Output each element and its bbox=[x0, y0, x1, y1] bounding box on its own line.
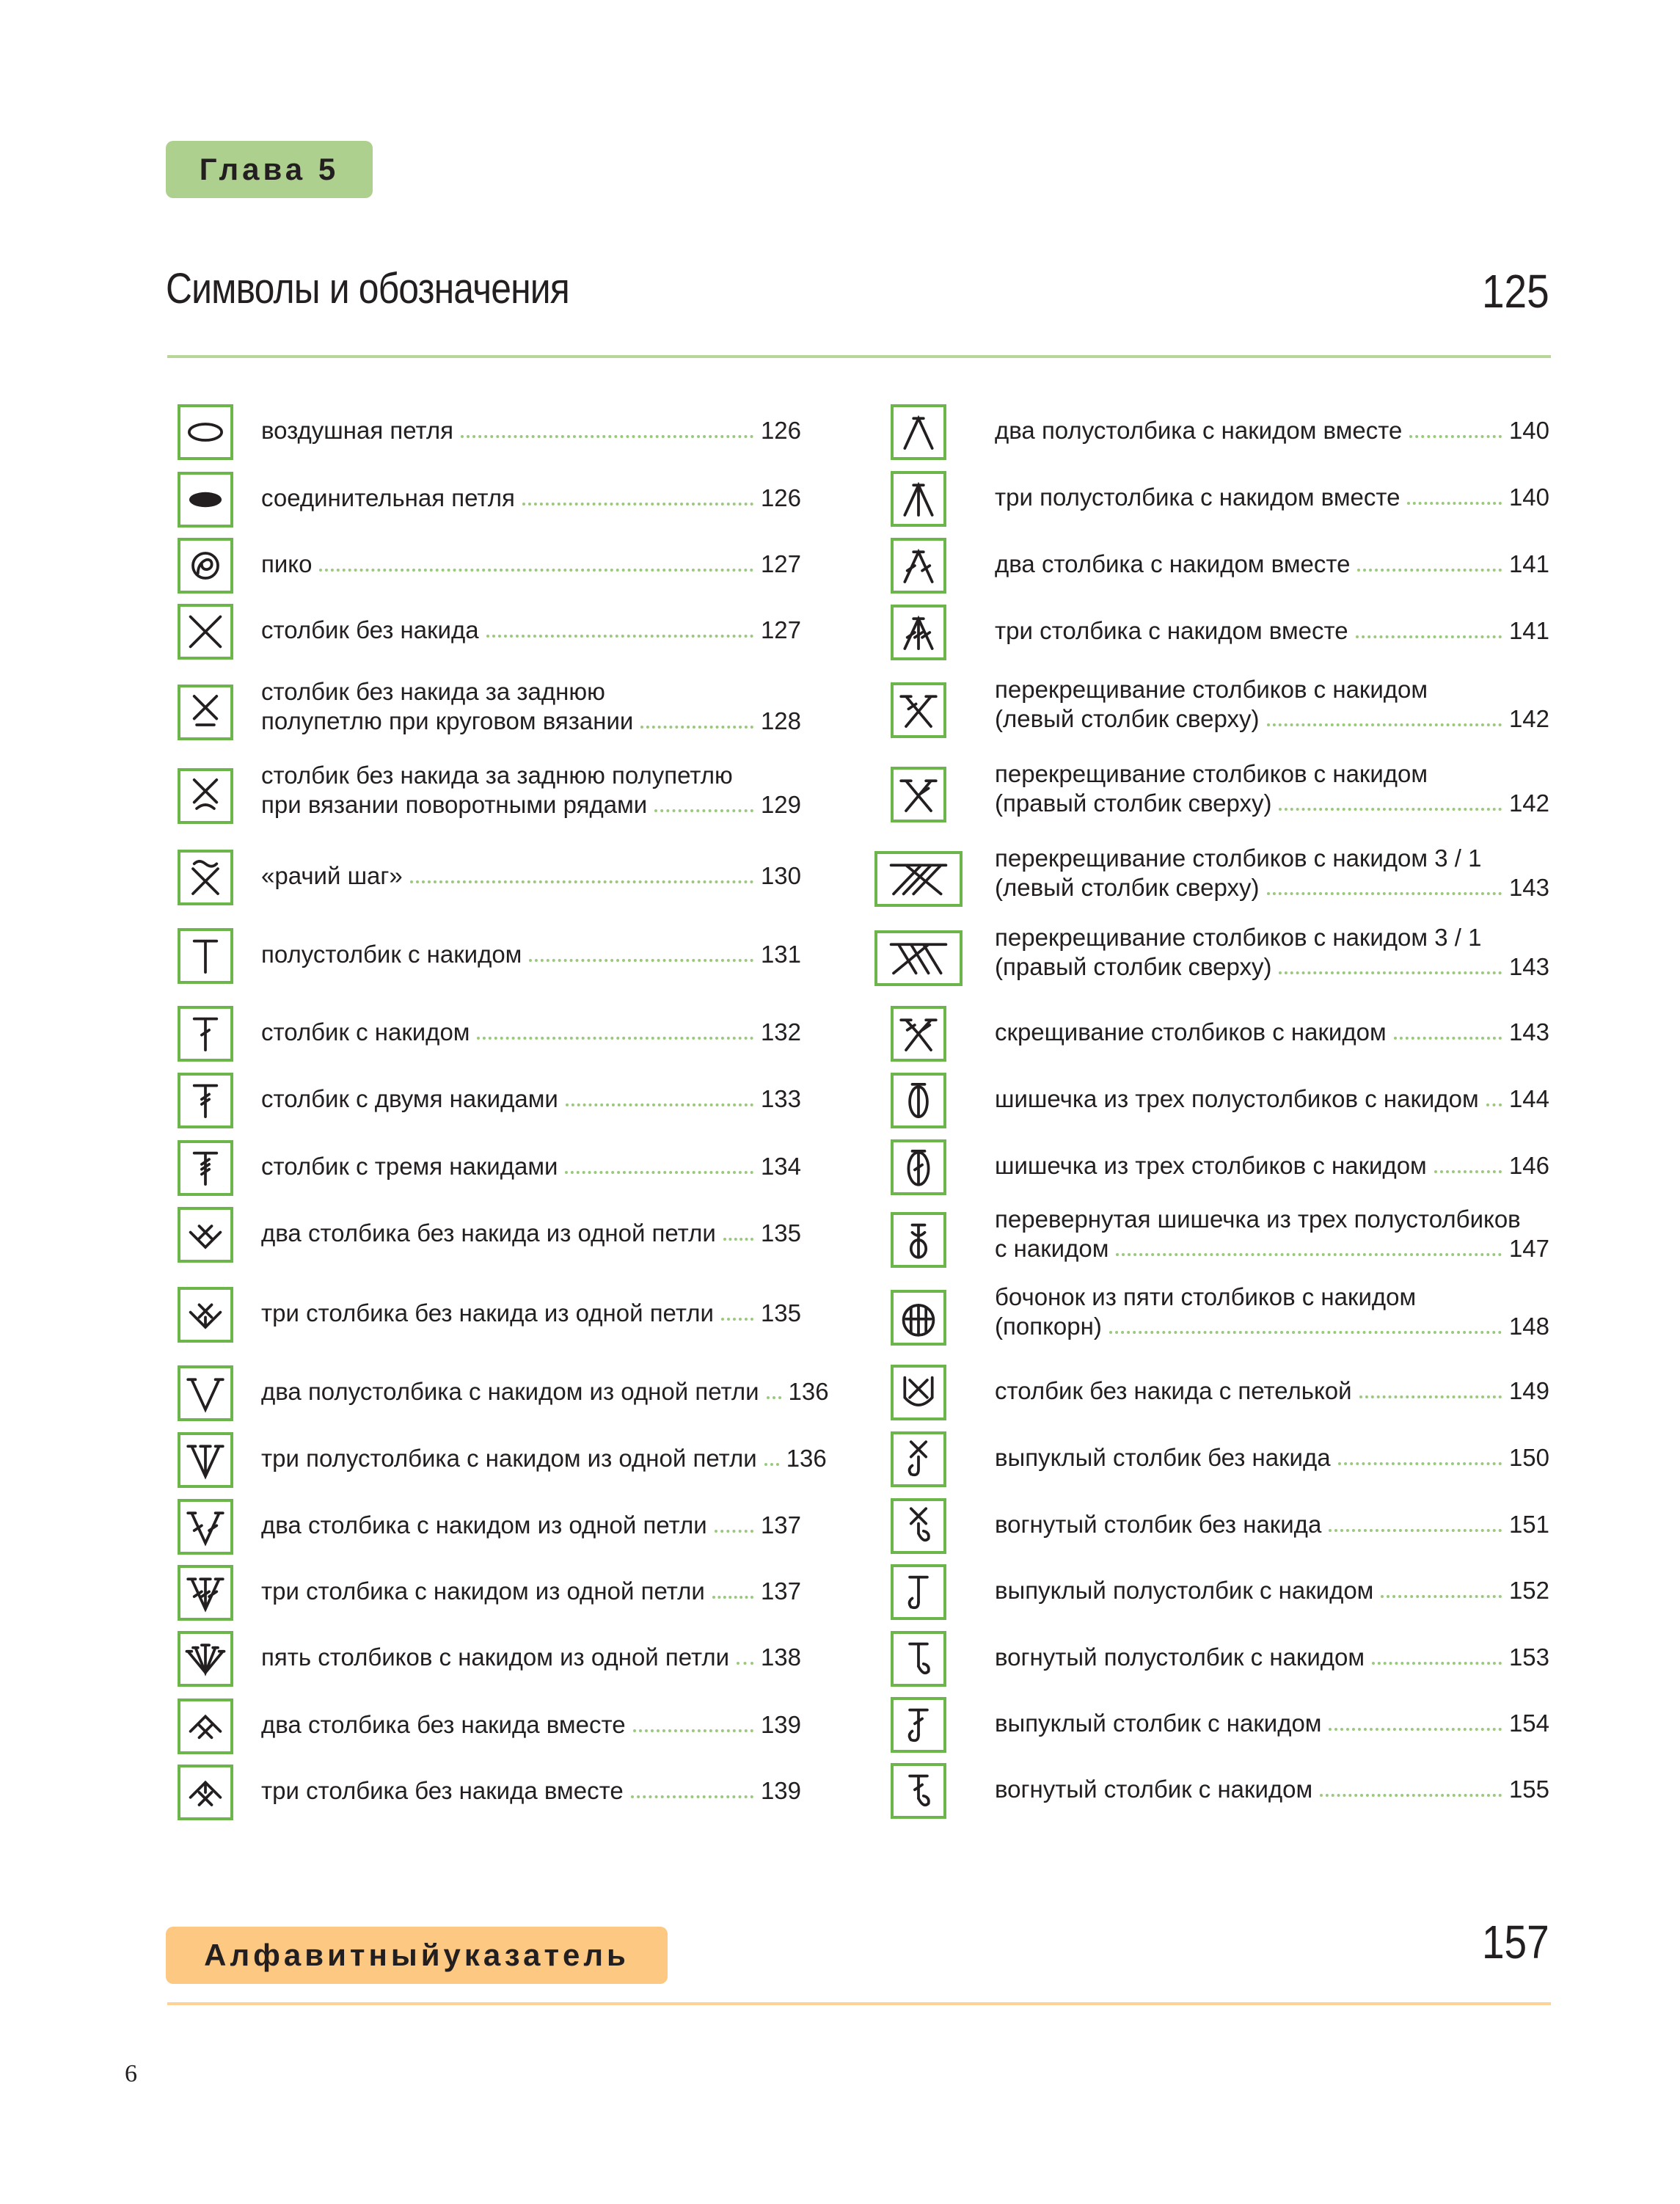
back-post-dc-icon bbox=[891, 1763, 946, 1819]
toc-entry-page: 141 bbox=[1508, 550, 1549, 577]
toc-entry-page: 142 bbox=[1508, 705, 1549, 732]
toc-entry-label: вогнутый столбик без накида bbox=[995, 1511, 1322, 1538]
dotted-leader bbox=[1329, 1529, 1502, 1532]
dc-3-together-icon bbox=[891, 605, 946, 660]
sc-2-in-one-icon bbox=[178, 1207, 233, 1263]
chain-stitch-icon bbox=[178, 404, 233, 460]
toc-entry-page: 143 bbox=[1508, 1018, 1549, 1046]
crossed-dc-right-icon bbox=[891, 767, 946, 822]
toc-entry-page: 149 bbox=[1508, 1377, 1549, 1404]
toc-entry-page: 139 bbox=[760, 1711, 801, 1738]
dotted-leader bbox=[1338, 1462, 1502, 1465]
slip-stitch-icon bbox=[178, 472, 233, 528]
dotted-leader bbox=[1329, 1728, 1501, 1731]
half-double-crochet-icon bbox=[178, 928, 233, 984]
back-post-sc-icon bbox=[891, 1498, 946, 1554]
toc-entry-page: 130 bbox=[760, 862, 801, 889]
toc-entry-page: 131 bbox=[760, 941, 801, 968]
toc-entry-label-line: столбик без накида за заднюю полупетлю bbox=[261, 762, 733, 789]
chapter-label: Глава 5 bbox=[166, 141, 373, 198]
toc-entry-label: столбик с накидом bbox=[261, 1018, 470, 1046]
toc-entry-page: 140 bbox=[1508, 417, 1549, 444]
toc-entry-label: шишечка из трех столбиков с накидом bbox=[995, 1152, 1427, 1179]
toc-entry-page: 135 bbox=[760, 1219, 801, 1247]
dc-2-together-icon bbox=[891, 538, 946, 594]
toc-entry-page: 138 bbox=[760, 1643, 801, 1671]
front-post-sc-icon bbox=[891, 1431, 946, 1487]
dotted-leader bbox=[410, 880, 753, 883]
dotted-leader bbox=[1109, 1331, 1502, 1334]
toc-entry-label: два столбика без накида вместе bbox=[261, 1711, 626, 1738]
dotted-leader bbox=[1394, 1037, 1502, 1040]
dotted-leader bbox=[640, 726, 753, 729]
dotted-leader bbox=[319, 569, 753, 572]
toc-entry-label: столбик без накида с петелькой bbox=[995, 1377, 1352, 1404]
toc-entry-page: 126 bbox=[760, 417, 801, 444]
dotted-leader bbox=[1407, 502, 1501, 505]
toc-entry-label-line: перекрещивание столбиков с накидом 3 / 1 bbox=[995, 924, 1482, 951]
toc-entry-label: три полустолбика с накидом вместе bbox=[995, 484, 1400, 511]
toc-entry-label-line: столбик без накида за заднюю bbox=[261, 678, 605, 705]
dotted-leader bbox=[633, 1729, 753, 1732]
crab-stitch-icon bbox=[178, 850, 233, 905]
inverted-puff-icon bbox=[891, 1212, 946, 1268]
toc-entry-label-line: перекрещивание столбиков с накидом bbox=[995, 760, 1428, 787]
hdc-puff-icon bbox=[891, 1073, 946, 1128]
toc-entry-page: 142 bbox=[1508, 789, 1549, 817]
sc-back-loop-rows-icon bbox=[178, 768, 233, 824]
toc-entry-label: два столбика без накида из одной петли bbox=[261, 1219, 716, 1247]
dotted-leader bbox=[1279, 808, 1501, 811]
popcorn-icon bbox=[891, 1290, 946, 1346]
index-label: Алфавитныйуказатель bbox=[166, 1927, 668, 1984]
dotted-leader bbox=[522, 503, 753, 506]
dotted-leader bbox=[712, 1596, 753, 1599]
toc-entry-page: 147 bbox=[1508, 1235, 1549, 1262]
crossed-dc-3-1-left-icon bbox=[874, 851, 963, 907]
toc-entry-page: 136 bbox=[788, 1378, 829, 1405]
toc-entry-page: 133 bbox=[760, 1085, 801, 1112]
toc-entry-label: столбик с тремя накидами bbox=[261, 1153, 558, 1180]
toc-entry-label: (попкорн) bbox=[995, 1313, 1102, 1340]
toc-entry-page: 141 bbox=[1508, 617, 1549, 644]
dotted-leader bbox=[1357, 569, 1501, 572]
toc-entry-label: скрещивание столбиков с накидом bbox=[995, 1018, 1387, 1046]
treble-crochet-icon bbox=[178, 1073, 233, 1128]
toc-entry-label: шишечка из трех полустолбиков с накидом bbox=[995, 1085, 1479, 1112]
dotted-leader bbox=[767, 1396, 781, 1399]
toc-entry-label: (левый столбик сверху) bbox=[995, 874, 1260, 901]
toc-entry-page: 146 bbox=[1508, 1152, 1549, 1179]
double-treble-crochet-icon bbox=[178, 1140, 233, 1196]
toc-entry-page: 127 bbox=[760, 616, 801, 643]
front-post-dc-icon bbox=[891, 1697, 946, 1753]
dc-5-in-one-icon bbox=[178, 1631, 233, 1687]
toc-entry-label: «рачий шаг» bbox=[261, 862, 403, 889]
toc-entry-label: вогнутый полустолбик с накидом bbox=[995, 1643, 1365, 1671]
toc-entry-page: 126 bbox=[760, 484, 801, 511]
dotted-leader bbox=[486, 635, 753, 638]
toc-entry-label: три столбика с накидом вместе bbox=[995, 617, 1348, 644]
dc-3-in-one-icon bbox=[178, 1565, 233, 1621]
picot-icon bbox=[178, 538, 233, 594]
toc-entry-page: 155 bbox=[1508, 1776, 1549, 1803]
toc-entry-label: выпуклый столбик без накида bbox=[995, 1444, 1331, 1471]
toc-entry-page: 127 bbox=[760, 550, 801, 577]
toc-entry-label: вогнутый столбик с накидом bbox=[995, 1776, 1313, 1803]
toc-entry-label: столбик с двумя накидами bbox=[261, 1085, 558, 1112]
dotted-leader bbox=[1372, 1662, 1502, 1665]
toc-entry-page: 154 bbox=[1508, 1709, 1549, 1737]
toc-entry-page: 128 bbox=[760, 707, 801, 734]
toc-entry-label: с накидом bbox=[995, 1235, 1109, 1262]
dotted-leader bbox=[1381, 1595, 1502, 1598]
dotted-leader bbox=[565, 1171, 753, 1174]
footer-page-number: 6 bbox=[125, 2060, 137, 2087]
toc-entry-label-line: бочонок из пяти столбиков с накидом bbox=[995, 1283, 1417, 1310]
toc-entry-label: два полустолбика с накидом вместе bbox=[995, 417, 1403, 444]
toc-entry-label: столбик без накида bbox=[261, 616, 479, 643]
toc-entry-label: пять столбиков с накидом из одной петли bbox=[261, 1643, 730, 1671]
toc-entry-label: (правый столбик сверху) bbox=[995, 789, 1272, 817]
dotted-leader bbox=[631, 1795, 753, 1798]
toc-entry-page: 132 bbox=[760, 1018, 801, 1046]
dotted-leader bbox=[566, 1103, 753, 1106]
dotted-leader bbox=[1359, 1395, 1502, 1398]
section-title: Символы и обозначения bbox=[166, 265, 569, 313]
toc-entry-page: 143 bbox=[1508, 953, 1549, 980]
toc-entry-label: полупетлю при круговом вязании bbox=[261, 707, 634, 734]
section-page-number: 125 bbox=[1482, 265, 1549, 318]
toc-entry-label: три столбика с накидом из одной петли bbox=[261, 1577, 705, 1605]
dotted-leader bbox=[1356, 635, 1502, 638]
toc-entry-label: два столбика с накидом вместе bbox=[995, 550, 1351, 577]
toc-entry-page: 151 bbox=[1508, 1511, 1549, 1538]
dotted-leader bbox=[721, 1318, 753, 1321]
section-divider bbox=[167, 355, 1551, 358]
dotted-leader bbox=[477, 1037, 753, 1040]
dotted-leader bbox=[764, 1463, 779, 1466]
toc-entry-label: воздушная петля bbox=[261, 417, 454, 444]
toc-entry-label-line: перевернутая шишечка из трех полустолбиков bbox=[995, 1205, 1521, 1233]
toc-entry-label: полустолбик с накидом bbox=[261, 941, 522, 968]
toc-entry-page: 136 bbox=[786, 1445, 827, 1472]
toc-entry-label: три столбика без накида вместе bbox=[261, 1777, 624, 1804]
dotted-leader bbox=[1267, 892, 1502, 895]
hdc-3-together-icon bbox=[891, 471, 946, 527]
sc-loop-icon bbox=[891, 1365, 946, 1420]
toc-entry-label: три полустолбика с накидом из одной петли bbox=[261, 1445, 757, 1472]
dotted-leader bbox=[654, 809, 753, 812]
hdc-3-in-one-icon bbox=[178, 1432, 233, 1488]
dc-bobble-icon bbox=[891, 1139, 946, 1195]
toc-entry-label: два полустолбика с накидом из одной петли bbox=[261, 1378, 759, 1405]
hdc-2-in-one-icon bbox=[178, 1365, 233, 1421]
index-page-number: 157 bbox=[1482, 1916, 1549, 1968]
crossed-dc-left-icon bbox=[891, 682, 946, 738]
toc-entry-page: 150 bbox=[1508, 1444, 1549, 1471]
toc-entry-page: 139 bbox=[760, 1777, 801, 1804]
toc-entry-page: 137 bbox=[760, 1577, 801, 1605]
front-post-hdc-icon bbox=[891, 1564, 946, 1620]
x-crossed-dc-icon bbox=[891, 1006, 946, 1062]
toc-entry-page: 144 bbox=[1508, 1085, 1549, 1112]
double-crochet-icon bbox=[178, 1006, 233, 1062]
dotted-leader bbox=[1116, 1253, 1502, 1256]
dotted-leader bbox=[737, 1662, 753, 1665]
toc-entry-page: 153 bbox=[1508, 1643, 1549, 1671]
hdc-2-together-icon bbox=[891, 404, 946, 460]
back-post-hdc-icon bbox=[891, 1631, 946, 1687]
toc-entry-page: 152 bbox=[1508, 1577, 1549, 1604]
sc-2-together-icon bbox=[178, 1698, 233, 1754]
toc-entry-label: выпуклый столбик с накидом bbox=[995, 1709, 1322, 1737]
dc-2-in-one-icon bbox=[178, 1499, 233, 1555]
index-divider bbox=[167, 2002, 1551, 2005]
toc-entry-label: (правый столбик сверху) bbox=[995, 953, 1272, 980]
toc-entry-label: три столбика без накида из одной петли bbox=[261, 1299, 714, 1327]
toc-entry-label: два столбика с накидом из одной петли bbox=[261, 1511, 707, 1539]
toc-entry-label-line: перекрещивание столбиков с накидом bbox=[995, 676, 1428, 703]
toc-entry-label: соединительная петля bbox=[261, 484, 515, 511]
toc-entry-page: 148 bbox=[1508, 1313, 1549, 1340]
dotted-leader bbox=[715, 1530, 753, 1533]
dotted-leader bbox=[461, 435, 753, 438]
sc-3-together-icon bbox=[178, 1765, 233, 1820]
sc-back-loop-round-icon bbox=[178, 685, 233, 740]
toc-entry-label: (левый столбик сверху) bbox=[995, 705, 1260, 732]
dotted-leader bbox=[1434, 1170, 1502, 1173]
toc-entry-label-line: перекрещивание столбиков с накидом 3 / 1 bbox=[995, 844, 1482, 872]
single-crochet-icon bbox=[178, 604, 233, 660]
toc-entry-page: 135 bbox=[760, 1299, 801, 1327]
dotted-leader bbox=[529, 959, 753, 962]
toc-entry-label: выпуклый полустолбик с накидом bbox=[995, 1577, 1374, 1604]
dotted-leader bbox=[1320, 1794, 1502, 1797]
dotted-leader bbox=[1409, 435, 1502, 438]
toc-entry-page: 143 bbox=[1508, 874, 1549, 901]
toc-entry-page: 140 bbox=[1508, 484, 1549, 511]
toc-entry-page: 129 bbox=[760, 791, 801, 818]
dotted-leader bbox=[1486, 1103, 1502, 1106]
dotted-leader bbox=[1279, 971, 1501, 974]
dotted-leader bbox=[1267, 723, 1502, 726]
dotted-leader bbox=[723, 1238, 753, 1241]
toc-entry-label: при вязании поворотными рядами bbox=[261, 791, 648, 818]
toc-entry-page: 137 bbox=[760, 1511, 801, 1539]
toc-entry-page: 134 bbox=[760, 1153, 801, 1180]
sc-3-in-one-icon bbox=[178, 1287, 233, 1343]
toc-entry-label: пико bbox=[261, 550, 313, 577]
crossed-dc-3-1-right-icon bbox=[874, 930, 963, 986]
